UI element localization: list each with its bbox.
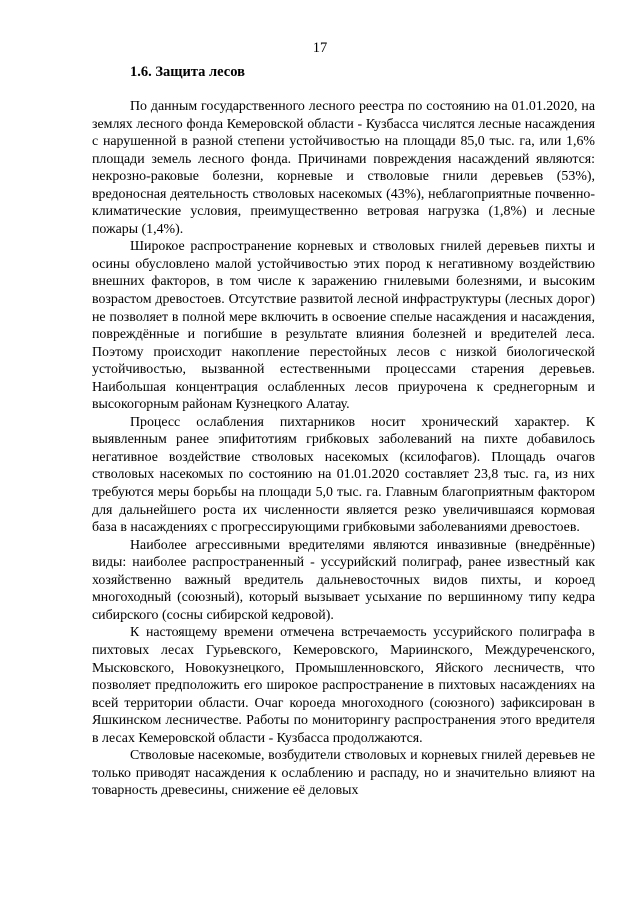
- page-number: 17: [312, 40, 328, 56]
- paragraph: Процесс ослабления пихтарников носит хронический характер. К выявленным ранее эпифитотиям грибковых заболеваний на пихте добавилось негативное воздействие стволовых насекомых (ксилофагов). Площадь очагов стволовых насекомых по состоянию на 01.01.2020 составляет 23,8 тыс. га, из них требуются меры борьбы на площади 5,0 тыс. га. Главным благоприятным фактором для дальнейшего роста их численности является резко увеличившаяся кормовая база в насаждениях с прогрессирующими грибковыми заболеваниями древостоев.: [92, 414, 595, 536]
- paragraph: Стволовые насекомые, возбудители стволовых и корневых гнилей деревьев не только приводят насаждения к ослаблению и распаду, но и значительно влияют на товарность древесины, снижение её деловых: [92, 748, 595, 799]
- body-text: [92, 98, 595, 800]
- paragraph: К настоящему времени отмечена встречаемость уссурийского полиграфа в пихтовых лесах Гурьевского, Кемеровского, Мариинского, Междуреченского, Мысковского, Новокузнецкого, Промышленновского, Яйского лесничеств, что позволяет предположить его широкое распространение в пихтовых насаждениях на всей территории области. Очаг короеда многоходного (союзного) зафиксирован в Яшкинском лесничестве. Работы по мониторингу распространения этого вредителя в лесах Кемеровской области - Кузбасса продолжаются.: [92, 625, 595, 746]
- paragraph: Широкое распространение корневых и стволовых гнилей деревьев пихты и осины обусловлено малой устойчивостью этих пород к негативному воздействию внешних факторов, в том числе к заражению гнилевыми болезнями, и высоким возрастом древостоев. Отсутствие развитой лесной инфраструктуры (лесных дорог) не позволяет в полной мере включить в освоение спелые насаждения и насаждения, повреждённые и погибшие в результате влияния болезней и вредителей леса. Поэтому происходит накопление перестойных лесов с низкой биологической устойчивостью, вызванной естественными процессами старения деревьев. Наибольшая концентрация ослабленных лесов приурочена к среднегорным и высокогорным районам Кузнецкого Алатау.: [92, 239, 595, 413]
- paragraph: Наиболее агрессивными вредителями являются инвазивные (внедрённые) виды: наиболее распространенный - уссурийский полиграф, ранее известный как хозяйственно важный вредитель дальневосточных видов пихты, и короед многоходный (союзный), который вызывает усыхание по вершинному типу кедра сибирского (сосны сибирской кедровой).: [92, 537, 595, 623]
- paragraph: По данным государственного лесного реестра по состоянию на 01.01.2020, на землях лесного фонда Кемеровской области - Кузбасса числятся лесные насаждения с нарушенной в разной степени устойчивостью на площади 85,0 тыс. га, или 1,6% площади земель лесного фонда. Причинами повреждения насаждений являются: некрозно-раковые болезни, корневые и стволовые гнили деревьев (53%), вредоносная деятельность стволовых насекомых (43%), неблагоприятные почвенно-климатические условия, преимущественно ветровая нагрузка (1,8%) и лесные пожары (1,4%).: [92, 99, 595, 237]
- section-heading: 1.6. Защита лесов: [130, 64, 245, 80]
